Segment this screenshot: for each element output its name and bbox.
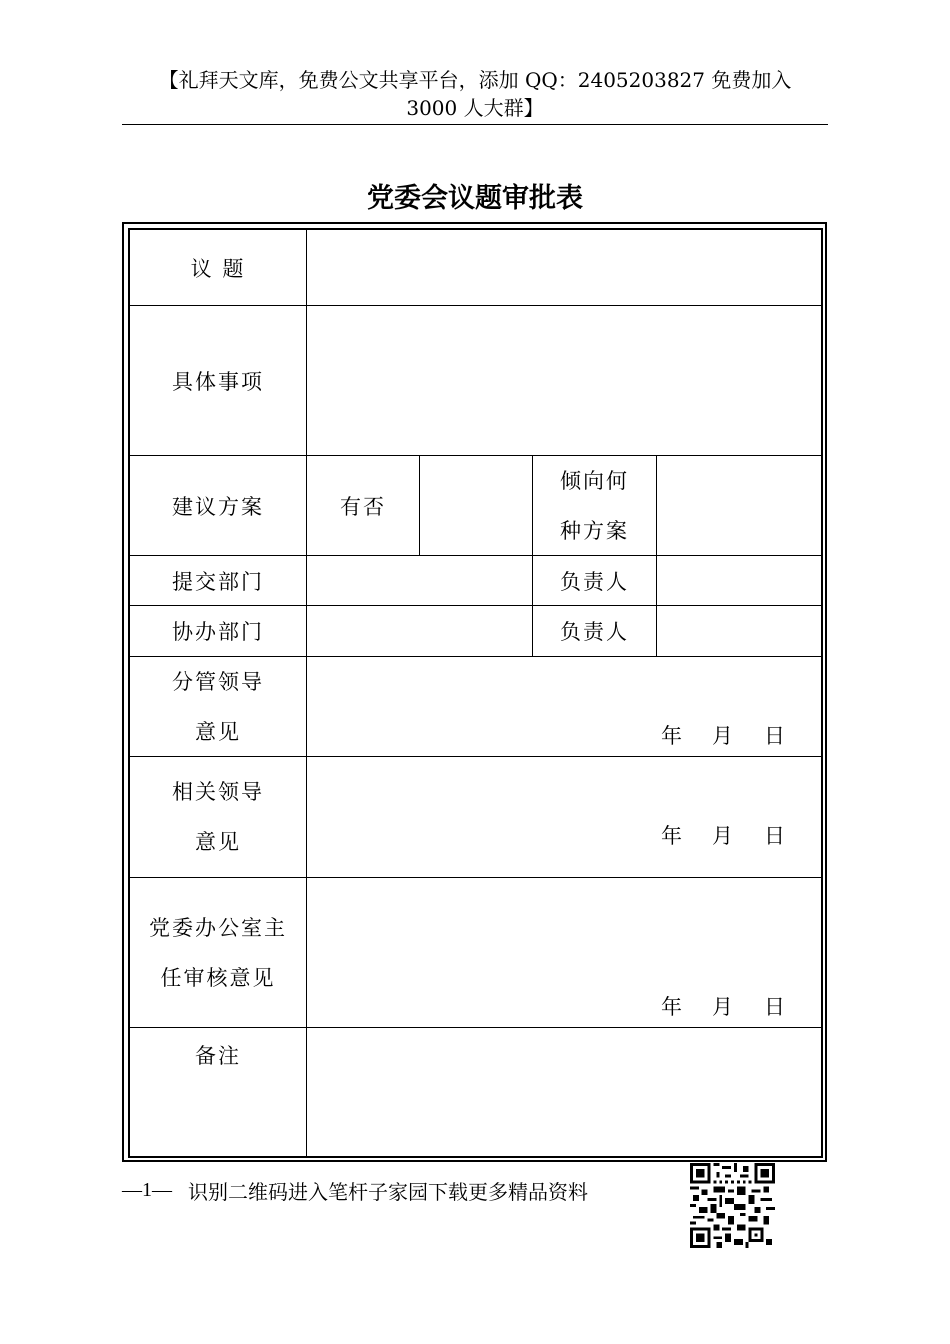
related-leader-line-2: 意见 xyxy=(195,830,241,854)
date-day: 日 xyxy=(764,824,785,848)
related-leader-line-1: 相关领导 xyxy=(172,780,264,804)
document-header xyxy=(122,66,828,122)
page-number: —1— xyxy=(122,1179,172,1201)
proposal-label: 建议方案 xyxy=(172,494,264,519)
which-plan-line-2: 种方案 xyxy=(560,518,629,543)
approval-form-outer-border xyxy=(122,222,827,1162)
date-month: 月 xyxy=(712,724,733,748)
topic-input[interactable] xyxy=(307,230,821,305)
submit-dept-label: 提交部门 xyxy=(172,569,264,594)
header-line-2: 3000 人大群】 xyxy=(406,96,544,120)
leader-opinion-line-2: 意见 xyxy=(195,719,241,744)
topic-label: 议 题 xyxy=(190,256,246,281)
office-director-line-2: 任审核意见 xyxy=(160,965,276,990)
date-year: 年 xyxy=(661,995,682,1019)
which-plan-input[interactable] xyxy=(657,456,821,555)
leader-opinion-label xyxy=(130,657,306,756)
responsible-label: 负责人 xyxy=(560,620,629,644)
remarks-label: 备注 xyxy=(195,1044,241,1068)
related-leader-label xyxy=(130,757,306,877)
qr-code-icon xyxy=(690,1163,775,1248)
date-day: 日 xyxy=(764,724,785,748)
date-year: 年 xyxy=(661,824,682,848)
remarks-input[interactable] xyxy=(307,1028,821,1156)
submit-dept-input[interactable] xyxy=(307,556,532,605)
which-plan-line-1: 倾向何 xyxy=(560,468,629,493)
which-plan-label xyxy=(533,456,656,555)
details-input[interactable] xyxy=(307,306,821,455)
office-director-line-1: 党委办公室主 xyxy=(149,915,287,940)
approval-form-table xyxy=(128,228,823,1158)
header-line-1: 【礼拜天文库，免费公文共享平台，添加 QQ：2405203827 免费加入 xyxy=(158,68,792,92)
details-label: 具体事项 xyxy=(172,369,264,394)
leader-opinion-line-1: 分管领导 xyxy=(172,669,264,694)
office-director-label xyxy=(130,878,306,1027)
date-line xyxy=(661,820,785,850)
has-or-not-input[interactable] xyxy=(420,456,532,555)
has-or-not-label: 有否 xyxy=(340,494,386,519)
date-month: 月 xyxy=(712,995,733,1019)
header-rule xyxy=(122,124,828,125)
page-title: 党委会议题审批表 xyxy=(367,183,583,214)
related-leader-input[interactable] xyxy=(307,757,821,877)
date-month: 月 xyxy=(712,824,733,848)
responsible-input[interactable] xyxy=(657,556,821,605)
date-year: 年 xyxy=(661,724,682,748)
assist-dept-label: 协办部门 xyxy=(172,620,264,644)
responsible-label: 负责人 xyxy=(560,569,629,594)
date-line xyxy=(661,720,785,750)
date-line xyxy=(661,991,785,1021)
date-day: 日 xyxy=(764,995,785,1019)
footer-text: 识别二维码进入笔杆子家园下载更多精品资料 xyxy=(188,1180,588,1204)
page-footer xyxy=(122,1176,588,1205)
assist-dept-input[interactable] xyxy=(307,606,532,656)
responsible-input[interactable] xyxy=(657,606,821,656)
